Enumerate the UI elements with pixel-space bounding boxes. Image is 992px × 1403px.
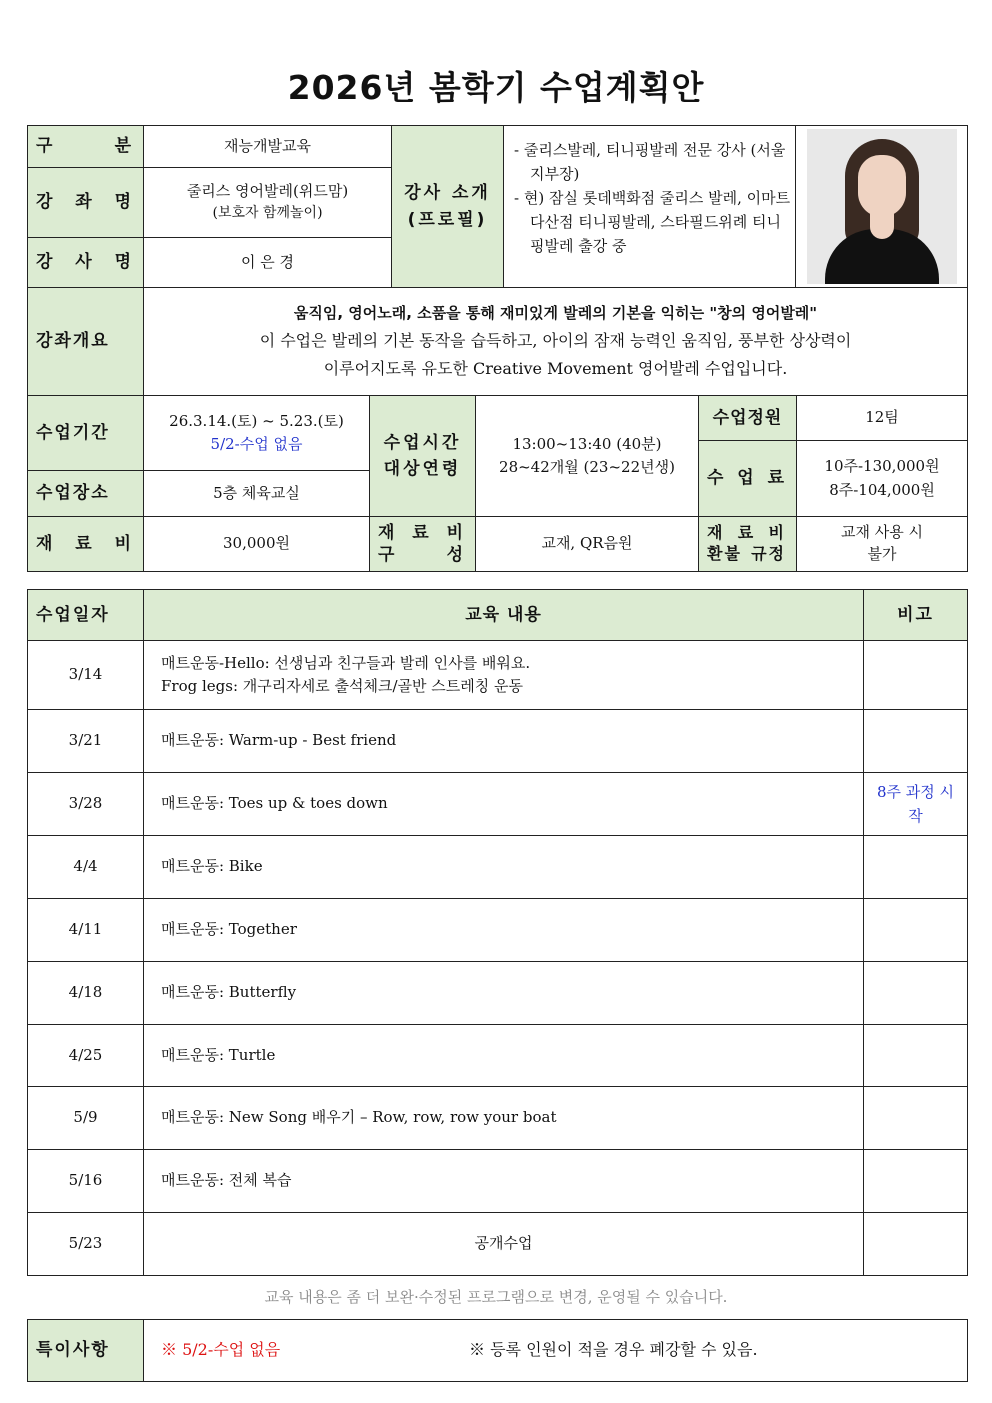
schedule-date: 3/14 — [28, 641, 144, 710]
schedule-note — [864, 641, 968, 710]
schedule-date: 5/23 — [28, 1213, 144, 1276]
refund-value: 교재 사용 시 불가 — [797, 517, 968, 572]
schedule-note — [864, 1025, 968, 1087]
place-value: 5층 체육교실 — [144, 471, 370, 517]
teacher-label: 강 사 명 — [28, 238, 144, 288]
place-label: 수업장소 — [28, 471, 144, 517]
schedule-note: 8주 과정 시작 — [864, 773, 968, 836]
schedule-content: 매트운동: Warm-up - Best friend — [144, 710, 864, 773]
schedule-date: 5/9 — [28, 1087, 144, 1150]
schedule-content: 매트운동: Butterfly — [144, 962, 864, 1025]
schedule-note — [864, 836, 968, 899]
schedule-date: 4/11 — [28, 899, 144, 962]
table-row — [28, 1087, 968, 1150]
fee-value: 10주-130,000원 8주-104,000원 — [797, 441, 968, 517]
special-label: 특이사항 — [28, 1320, 144, 1382]
schedule-note — [864, 1150, 968, 1213]
footer-note: 교육 내용은 좀 더 보완·수정된 프로그램으로 변경, 운영될 수 있습니다. — [264, 1288, 728, 1306]
capacity-value: 12팀 — [797, 396, 968, 441]
schedule-date: 3/21 — [28, 710, 144, 773]
schedule-note-header: 비고 — [864, 590, 968, 641]
table-row — [28, 1213, 968, 1276]
refund-label: 재 료 비 환불 규정 — [699, 517, 797, 572]
special-note-cancel: ※ 5/2-수업 없음 — [161, 1340, 281, 1360]
table-row — [28, 773, 968, 836]
schedule-note — [864, 1213, 968, 1276]
period-label: 수업기간 — [28, 396, 144, 471]
capacity-label: 수업정원 — [699, 396, 797, 441]
table-row — [28, 1150, 968, 1213]
schedule-date: 5/16 — [28, 1150, 144, 1213]
overview-label: 강좌개요 — [28, 288, 144, 396]
schedule-note — [864, 1087, 968, 1150]
table-row — [28, 1025, 968, 1087]
course-label: 강 좌 명 — [28, 168, 144, 238]
schedule-content-header: 교육 내용 — [144, 590, 864, 641]
info-table — [27, 125, 968, 396]
special-note-close: ※ 등록 인원이 적을 경우 폐강할 수 있음. — [469, 1340, 758, 1360]
schedule-note — [864, 962, 968, 1025]
teacher-name: 이 은 경 — [144, 238, 392, 288]
category-value: 재능개발교육 — [144, 126, 392, 168]
schedule-content: 공개수업 — [144, 1213, 864, 1276]
table-row — [28, 836, 968, 899]
schedule-note — [864, 710, 968, 773]
material-label: 재 료 비 — [28, 517, 144, 572]
material-comp-value: 교재, QR음원 — [476, 517, 699, 572]
schedule-content: 매트운동: Toes up & toes down — [144, 773, 864, 836]
schedule-note — [864, 899, 968, 962]
schedule-content: 매트운동: Together — [144, 899, 864, 962]
schedule-content: 매트운동-Hello: 선생님과 친구들과 발레 인사를 배워요. Frog legs: 개구리자세로 출석체크/골반 스트레칭 운동 — [144, 641, 864, 710]
table-row — [28, 710, 968, 773]
profile-line: - 현) 잠실 롯데백화점 줄리스 발레, 이마트 다산점 티니핑발레, 스타필드위례 티니핑발레 출강 중 — [514, 189, 791, 255]
time-label: 수업시간 대상연령 — [370, 396, 476, 517]
teacher-profile — [504, 126, 796, 288]
table-row — [28, 641, 968, 710]
table-row — [28, 962, 968, 1025]
profile-label: 강사 소개 (프로필) — [392, 126, 504, 288]
schedule-content: 매트운동: Turtle — [144, 1025, 864, 1087]
teacher-photo — [796, 126, 968, 288]
details-table — [27, 395, 968, 572]
page-title: 2026년 봄학기 수업계획안 — [287, 68, 705, 107]
schedule-date: 4/25 — [28, 1025, 144, 1087]
schedule-date: 4/18 — [28, 962, 144, 1025]
schedule-content: 매트운동: Bike — [144, 836, 864, 899]
schedule-date: 4/4 — [28, 836, 144, 899]
schedule-content: 매트운동: 전체 복습 — [144, 1150, 864, 1213]
schedule-date-header: 수업일자 — [28, 590, 144, 641]
course-name: 줄리스 영어발레(위드맘) (보호자 함께놀이) — [144, 168, 392, 238]
special-notes — [144, 1320, 968, 1382]
material-comp-label: 재 료 비 구 성 — [370, 517, 476, 572]
period-value: 26.3.14.(토) ~ 5.23.(토) 5/2-수업 없음 — [144, 396, 370, 471]
time-value: 13:00~13:40 (40분) 28~42개월 (23~22년생) — [476, 396, 699, 517]
schedule-content: 매트운동: New Song 배우기 – Row, row, row your boat — [144, 1087, 864, 1150]
profile-line: - 줄리스발레, 티니핑발레 전문 강사 (서울지부장) — [514, 141, 786, 183]
category-label: 구 분 — [28, 126, 144, 168]
table-row — [28, 899, 968, 962]
fee-label: 수 업 료 — [699, 441, 797, 517]
schedule-table — [27, 589, 968, 1276]
material-value: 30,000원 — [144, 517, 370, 572]
schedule-date: 3/28 — [28, 773, 144, 836]
overview-text: 움직임, 영어노래, 소품을 통해 재미있게 발레의 기본을 익히는 "창의 영어발레" 이 수업은 발레의 기본 동작을 습득하고, 아이의 잠재 능력인 움직임, 풍부한 상상력이 이루어지도록 유도한 Creative Movement 영어발레 수업입니다. — [144, 288, 968, 396]
special-table — [27, 1319, 968, 1382]
